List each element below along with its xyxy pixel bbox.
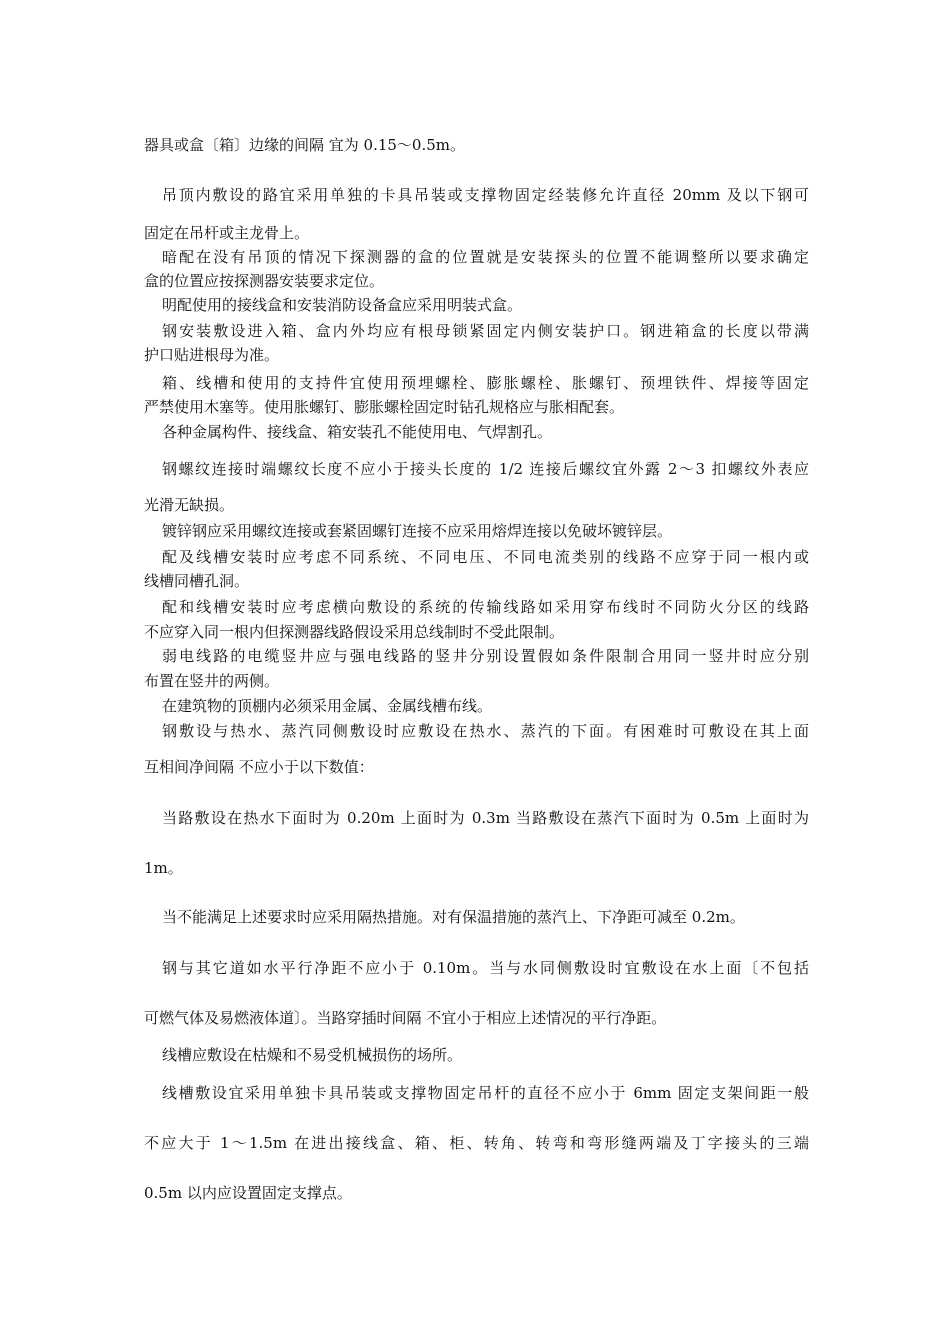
text-line: 1m。 [144, 859, 183, 877]
text-line: 吊顶内敷设的路宜采用单独的卡具吊装或支撑物固定经装修允许直径 20mm 及以下钢可 [162, 186, 809, 204]
text-line: 线槽同槽孔洞。 [144, 572, 250, 590]
text-line: 器具或盒〔箱〕边缘的间隔 宜为 0.15～0.5m。 [144, 136, 466, 154]
text-line: 明配使用的接线盒和安装消防设备盒应采用明装式盒。 [162, 296, 523, 314]
text-line: 箱、线槽和使用的支持件宜使用预埋螺栓、膨胀螺栓、胀螺钉、预埋铁件、焊接等固定 [162, 374, 809, 392]
text-line: 弱电线路的电缆竖井应与强电线路的竖井分别设置假如条件限制合用同一竖井时应分别 [162, 647, 809, 665]
text-line: 配和线槽安装时应考虑横向敷设的系统的传输线路如采用穿布线时不同防火分区的线路 [162, 598, 809, 616]
text-line: 不应大于 1～1.5m 在进出接线盒、箱、柜、转角、转弯和弯形缝两端及丁字接头的三端 [144, 1134, 809, 1152]
text-line: 钢螺纹连接时端螺纹长度不应小于接头长度的 1/2 连接后螺纹宜外露 2～3 扣螺纹外表应 [162, 460, 809, 478]
text-line: 镀锌钢应采用螺纹连接或套紧固螺钉连接不应采用熔焊连接以免破坏镀锌层。 [162, 522, 673, 540]
text-line: 固定在吊杆或主龙骨上。 [144, 224, 310, 242]
text-line: 线槽敷设宜采用单独卡具吊装或支撑物固定吊杆的直径不应小于 6mm 固定支架间距一般 [162, 1084, 809, 1102]
text-line: 钢与其它道如水平行净距不应小于 0.10m。当与水同侧敷设时宜敷设在水上面〔不包括 [162, 959, 809, 977]
text-line: 布置在竖井的两侧。 [144, 672, 280, 690]
text-line: 护口贴进根母为准。 [144, 346, 280, 364]
text-line: 各种金属构件、接线盒、箱安装孔不能使用电、气焊割孔。 [162, 423, 553, 441]
text-line: 配及线槽安装时应考虑不同系统、不同电压、不同电流类别的线路不应穿于同一根内或 [162, 548, 809, 566]
text-line: 严禁使用木塞等。使用胀螺钉、膨胀螺栓固定时钻孔规格应与胀相配套。 [144, 398, 625, 416]
text-line: 0.5m 以内应设置固定支撑点。 [144, 1184, 352, 1202]
text-line: 互相间净间隔 不应小于以下数值： [144, 758, 374, 776]
text-line: 线槽应敷设在枯燥和不易受机械损伤的场所。 [162, 1046, 463, 1064]
text-line: 可燃气体及易燃液体道〕。当路穿插时间隔 不宜小于相应上述情况的平行净距。 [144, 1009, 667, 1027]
text-line: 光滑无缺损。 [144, 496, 235, 514]
text-line: 当路敷设在热水下面时为 0.20m 上面时为 0.3m 当路敷设在蒸汽下面时为 0.5m 上面时为 [162, 809, 809, 827]
text-line: 盒的位置应按探测器安装要求定位。 [144, 272, 385, 290]
text-line: 不应穿入同一根内但探测器线路假设采用总线制时不受此限制。 [144, 623, 565, 641]
text-line: 钢安装敷设进入箱、盒内外均应有根母锁紧固定内侧安装护口。钢进箱盒的长度以带满 [162, 322, 809, 340]
text-line: 暗配在没有吊顶的情况下探测器的盒的位置就是安装探头的位置不能调整所以要求确定 [162, 248, 809, 266]
text-line: 当不能满足上述要求时应采用隔热措施。对有保温措施的蒸汽上、下净距可减至 0.2m。 [162, 908, 745, 926]
text-line: 在建筑物的顶棚内必须采用金属、金属线槽布线。 [162, 697, 493, 715]
text-line: 钢敷设与热水、蒸汽同侧敷设时应敷设在热水、蒸汽的下面。有困难时可敷设在其上面 [162, 722, 809, 740]
